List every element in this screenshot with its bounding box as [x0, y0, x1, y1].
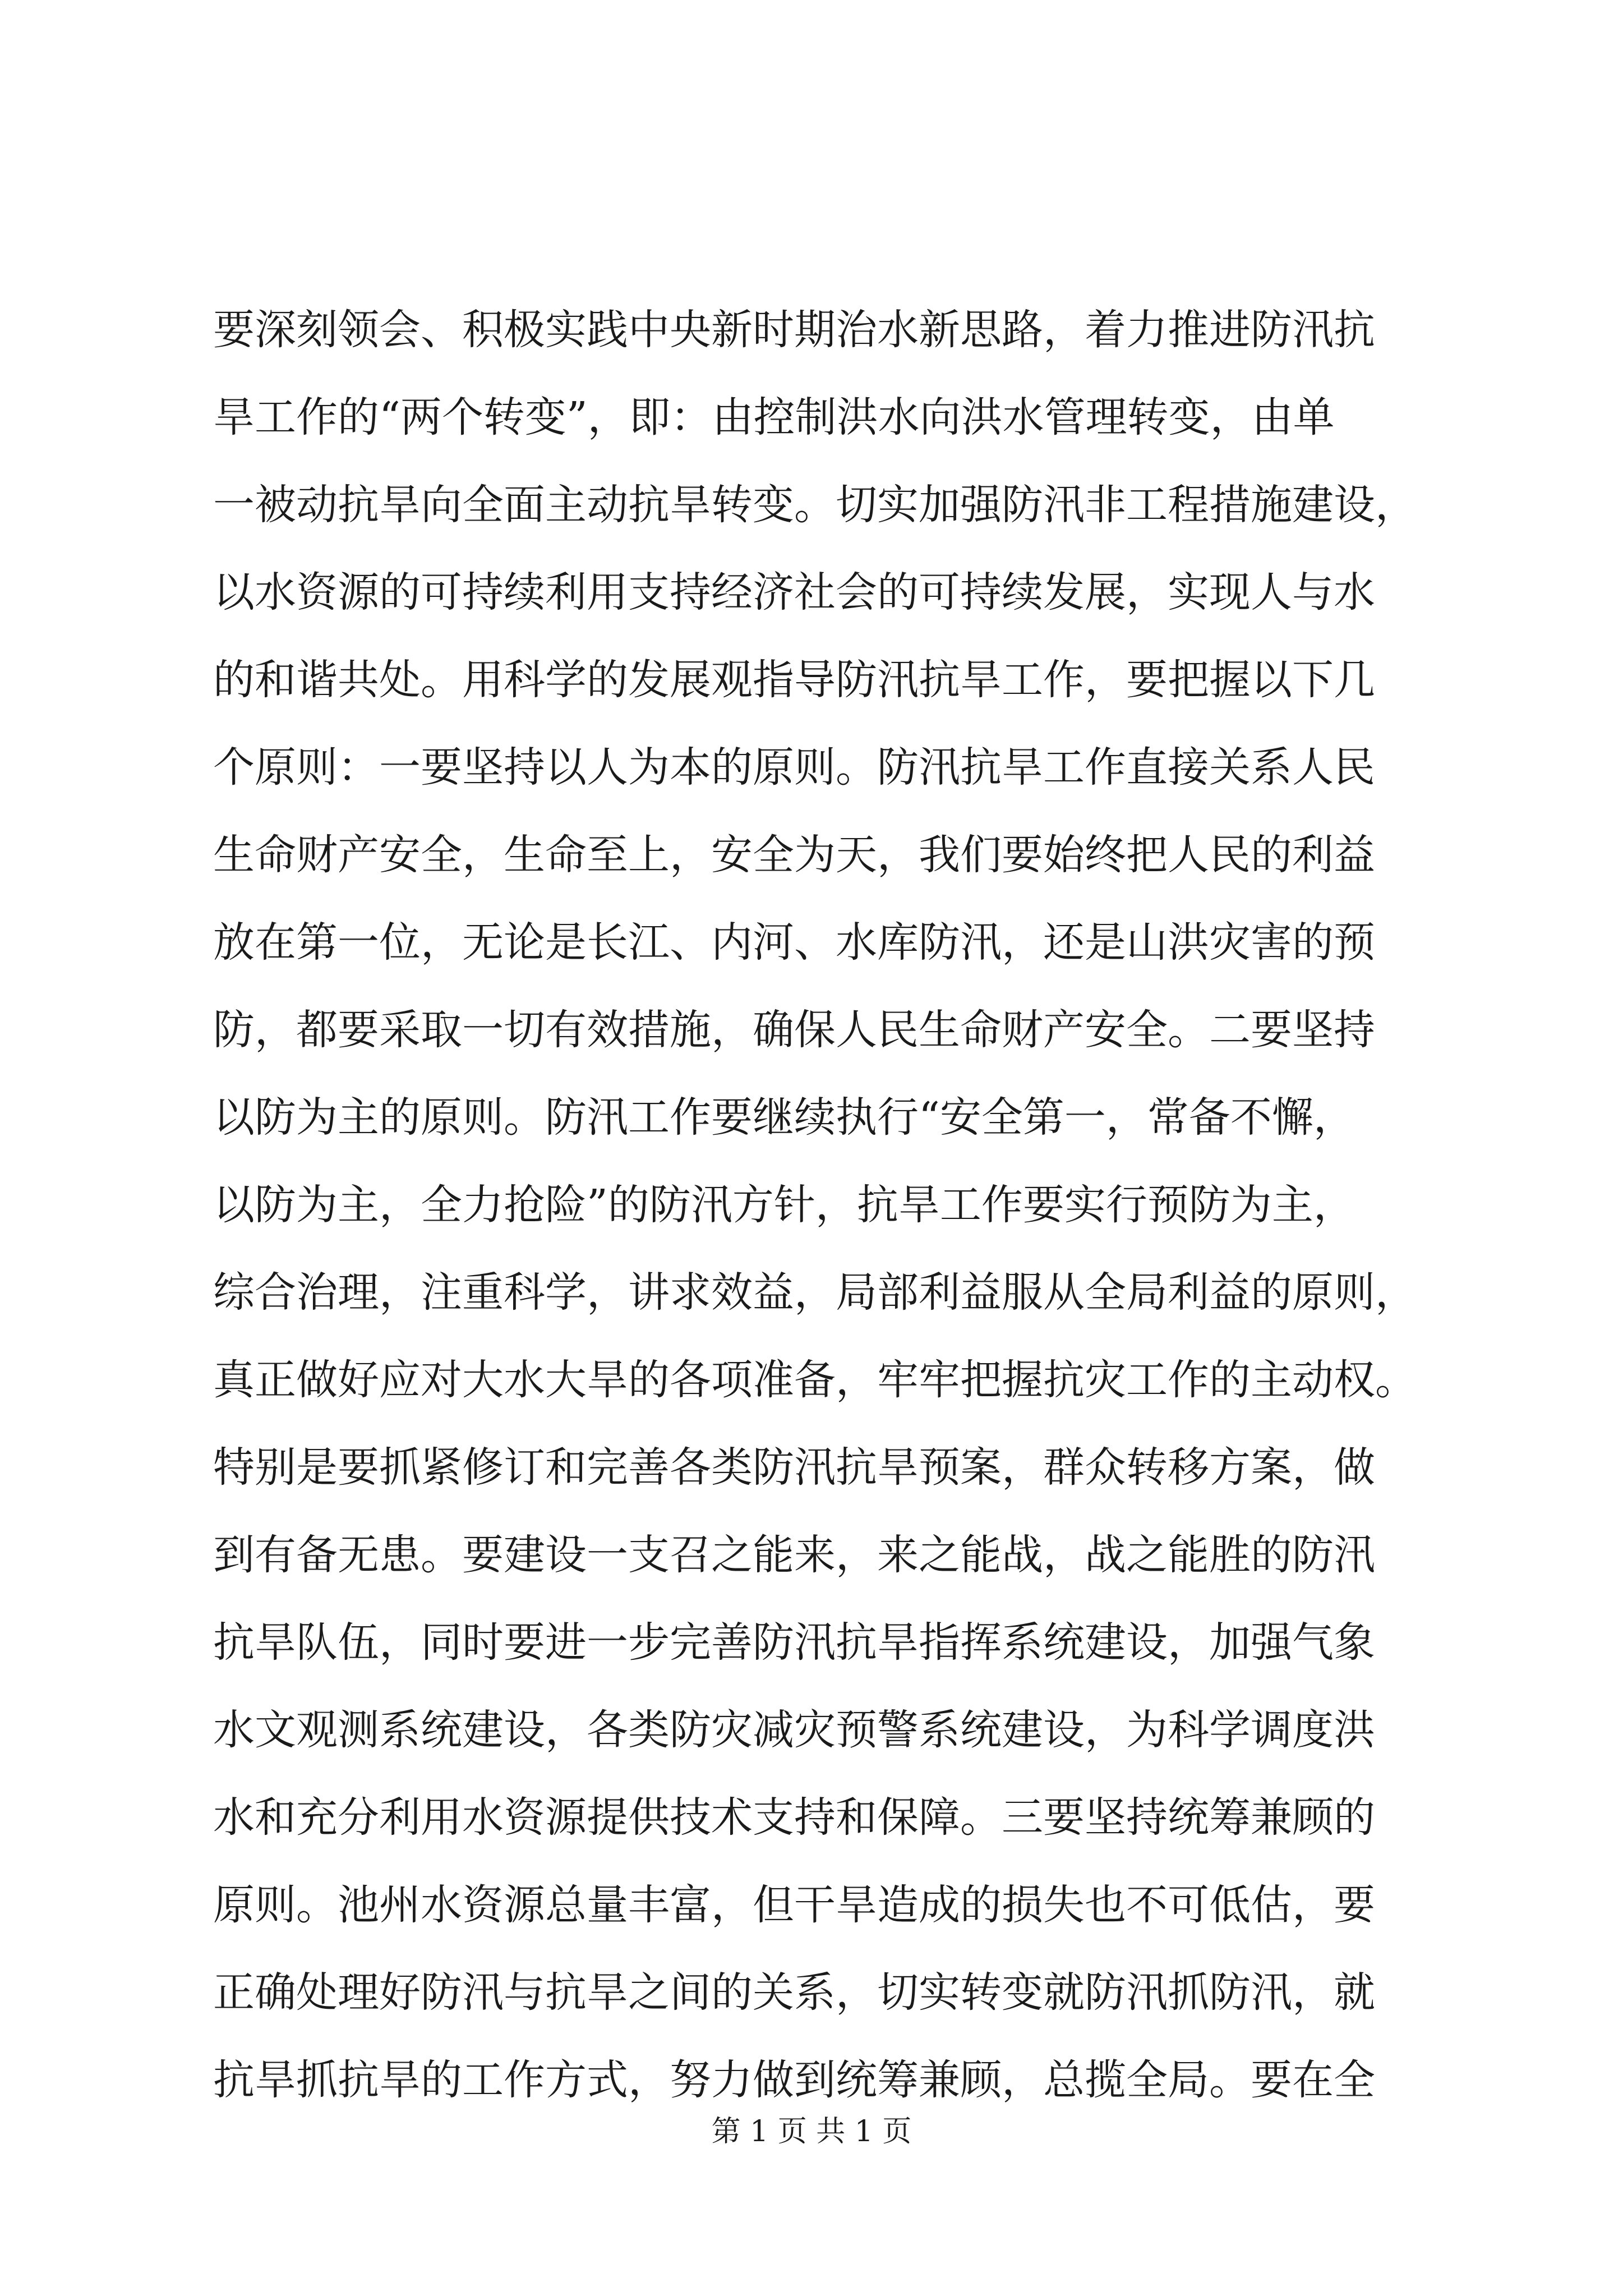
text-line: 放在第一位，无论是长江、内河、水库防汛，还是山洪灾害的预 [213, 918, 1375, 967]
text-line: 防，都要采取一切有效措施，确保人民生命财产安全。二要坚持 [213, 1006, 1375, 1054]
text-line: 要深刻领会、积极实践中央新时期治水新思路，着力推进防汛抗 [213, 306, 1375, 354]
text-line: 原则。池州水资源总量丰富，但干旱造成的损失也不可低估，要 [213, 1881, 1375, 1929]
text-line: 抗旱抓抗旱的工作方式，努力做到统筹兼顾，总揽全局。要在全 [213, 2056, 1375, 2104]
text-line: 正确处理好防汛与抗旱之间的关系，切实转变就防汛抓防汛，就 [213, 1968, 1375, 2017]
text-line: 水和充分利用水资源提供技术支持和保障。三要坚持统筹兼顾的 [213, 1793, 1375, 1842]
text-line: 水文观测系统建设，各类防灾减灾预警系统建设，为科学调度洪 [213, 1706, 1375, 1754]
body-text [213, 286, 1481, 2124]
text-line: 旱工作的“两个转变”，即：由控制洪水向洪水管理转变，由单 [213, 393, 1335, 441]
text-line: 抗旱队伍，同时要进一步完善防汛抗旱指挥系统建设，加强气象 [213, 1618, 1375, 1667]
text-line: 个原则：一要坚持以人为本的原则。防汛抗旱工作直接关系人民 [213, 743, 1375, 792]
text-line: 一被动抗旱向全面主动抗旱转变。切实加强防汛非工程措施建设， [213, 481, 1417, 529]
text-line: 以防为主，全力抢险”的防汛方针，抗旱工作要实行预防为主， [213, 1181, 1355, 1229]
text-line: 到有备无患。要建设一支召之能来，来之能战，战之能胜的防汛 [213, 1531, 1375, 1579]
text-line: 综合治理，注重科学，讲求效益，局部利益服从全局利益的原则， [213, 1268, 1417, 1317]
text-line: 的和谐共处。用科学的发展观指导防汛抗旱工作，要把握以下几 [213, 656, 1375, 704]
page-footer: 第 1 页 共 1 页 [711, 2115, 912, 2148]
text-line: 以防为主的原则。防汛工作要继续执行“安全第一，常备不懈， [213, 1093, 1355, 1142]
text-line: 真正做好应对大水大旱的各项准备，牢牢把握抗灾工作的主动权。 [213, 1356, 1417, 1404]
text-line: 以水资源的可持续利用支持经济社会的可持续发展，实现人与水 [213, 568, 1375, 616]
text-line: 特别是要抓紧修订和完善各类防汛抗旱预案，群众转移方案，做 [213, 1443, 1375, 1492]
text-line: 生命财产安全，生命至上，安全为天，我们要始终把人民的利益 [213, 831, 1375, 879]
